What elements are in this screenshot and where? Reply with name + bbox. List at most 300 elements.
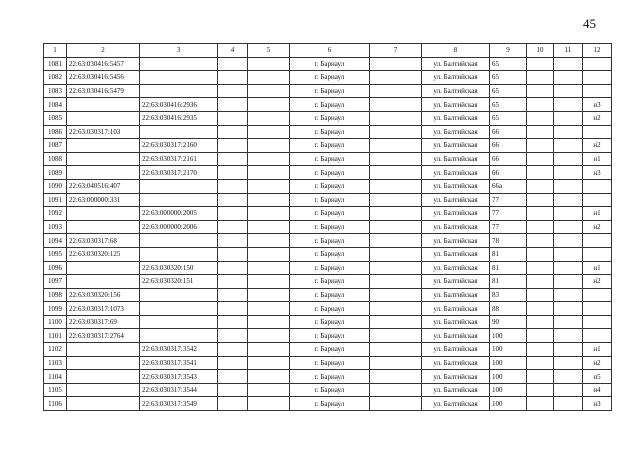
table-cell-col-9: 100	[490, 383, 527, 397]
table-cell-col-2	[67, 166, 140, 180]
table-cell-col-9: 100	[490, 343, 527, 357]
table-cell-col-6: г. Барнаул	[290, 383, 370, 397]
table-row	[44, 356, 612, 370]
table-row	[44, 207, 612, 221]
table-cell-col-5	[248, 84, 290, 98]
table-cell-col-11	[554, 247, 583, 261]
table-cell-col-9: 81	[490, 247, 527, 261]
table-cell-col-6: г. Барнаул	[290, 207, 370, 221]
table-cell-col-2: 22:63:030320:156	[67, 288, 140, 302]
table-cell-col-3: 22:63:030317:3541	[140, 356, 218, 370]
table-cell-col-10	[527, 57, 554, 71]
table-cell-col-5	[248, 261, 290, 275]
table-cell-col-7	[370, 275, 422, 289]
table-cell-col-11	[554, 383, 583, 397]
table-cell-col-7	[370, 166, 422, 180]
table-cell-col-1: 1102	[44, 343, 67, 357]
table-cell-col-10	[527, 98, 554, 112]
table-cell-col-7	[370, 356, 422, 370]
table-cell-col-4	[218, 288, 248, 302]
table-cell-col-10	[527, 139, 554, 153]
table-cell-col-3: 22:63:030317:3543	[140, 370, 218, 384]
table-cell-col-11	[554, 84, 583, 98]
table-cell-col-9: 100	[490, 397, 527, 411]
table-row	[44, 234, 612, 248]
table-cell-col-5	[248, 220, 290, 234]
table-cell-col-9: 78	[490, 234, 527, 248]
table-cell-col-9: 66	[490, 166, 527, 180]
table-cell-col-2	[67, 370, 140, 384]
table-cell-col-8: ул. Балтийская	[422, 179, 490, 193]
table-cell-col-11	[554, 71, 583, 85]
table-cell-col-4	[218, 139, 248, 153]
table-cell-col-8: ул. Балтийская	[422, 370, 490, 384]
table-cell-col-3	[140, 329, 218, 343]
column-header-11: 11	[554, 44, 583, 58]
table-cell-col-9: 65	[490, 111, 527, 125]
table-cell-col-2	[67, 152, 140, 166]
table-cell-col-4	[218, 166, 248, 180]
table-cell-col-6: г. Барнаул	[290, 84, 370, 98]
table-cell-col-2: 22:63:030317:103	[67, 125, 140, 139]
table-cell-col-4	[218, 370, 248, 384]
table-cell-col-1: 1083	[44, 84, 67, 98]
page-number: 45	[583, 16, 596, 31]
table-cell-col-5	[248, 370, 290, 384]
table-cell-col-9: 90	[490, 315, 527, 329]
table-cell-col-11	[554, 98, 583, 112]
table-row	[44, 125, 612, 139]
table-row	[44, 343, 612, 357]
table-cell-col-10	[527, 220, 554, 234]
table-cell-col-7	[370, 71, 422, 85]
table-cell-col-6: г. Барнаул	[290, 315, 370, 329]
table-cell-col-11	[554, 261, 583, 275]
table-cell-col-4	[218, 84, 248, 98]
table-cell-col-7	[370, 152, 422, 166]
table-cell-col-11	[554, 220, 583, 234]
table-cell-col-12	[583, 302, 612, 316]
table-cell-col-5	[248, 288, 290, 302]
table-cell-col-10	[527, 370, 554, 384]
table-cell-col-10	[527, 152, 554, 166]
table-cell-col-12	[583, 179, 612, 193]
table-cell-col-6: г. Барнаул	[290, 247, 370, 261]
table-cell-col-10	[527, 125, 554, 139]
table-cell-col-1: 1091	[44, 193, 67, 207]
table-cell-col-5	[248, 71, 290, 85]
table-cell-col-11	[554, 125, 583, 139]
table-cell-col-5	[248, 356, 290, 370]
table-cell-col-12	[583, 84, 612, 98]
table-cell-col-6: г. Барнаул	[290, 261, 370, 275]
table-cell-col-3	[140, 315, 218, 329]
table-cell-col-8: ул. Балтийская	[422, 139, 490, 153]
table-cell-col-12: н4	[583, 383, 612, 397]
table-cell-col-2: 22:63:030416:5457	[67, 57, 140, 71]
table-cell-col-9: 66	[490, 152, 527, 166]
table-cell-col-7	[370, 383, 422, 397]
table-row	[44, 220, 612, 234]
table-cell-col-5	[248, 166, 290, 180]
table-cell-col-8: ул. Балтийская	[422, 356, 490, 370]
table-cell-col-9: 65	[490, 57, 527, 71]
table-cell-col-6: г. Барнаул	[290, 288, 370, 302]
table-cell-col-6: г. Барнаул	[290, 356, 370, 370]
table-cell-col-7	[370, 57, 422, 71]
column-header-8: 8	[422, 44, 490, 58]
column-header-12: 12	[583, 44, 612, 58]
table-cell-col-12: н2	[583, 111, 612, 125]
table-cell-col-9: 65	[490, 98, 527, 112]
table-cell-col-11	[554, 57, 583, 71]
table-cell-col-1: 1082	[44, 71, 67, 85]
table-cell-col-1: 1084	[44, 98, 67, 112]
table-cell-col-3	[140, 234, 218, 248]
table-cell-col-5	[248, 329, 290, 343]
table-row	[44, 179, 612, 193]
table-row	[44, 247, 612, 261]
table-cell-col-11	[554, 207, 583, 221]
table-cell-col-12: н5	[583, 370, 612, 384]
table-cell-col-4	[218, 383, 248, 397]
header-row	[44, 44, 612, 58]
table-cell-col-6: г. Барнаул	[290, 302, 370, 316]
table-cell-col-12	[583, 125, 612, 139]
table-cell-col-7	[370, 370, 422, 384]
table-cell-col-2	[67, 261, 140, 275]
table-cell-col-4	[218, 179, 248, 193]
table-cell-col-7	[370, 207, 422, 221]
table-row	[44, 152, 612, 166]
table-cell-col-2: 22:63:030317:69	[67, 315, 140, 329]
table-cell-col-3	[140, 71, 218, 85]
table-cell-col-5	[248, 98, 290, 112]
table-cell-col-10	[527, 397, 554, 411]
table-cell-col-3	[140, 125, 218, 139]
table-cell-col-4	[218, 111, 248, 125]
table-cell-col-3: 22:63:030416:2935	[140, 111, 218, 125]
table-cell-col-10	[527, 71, 554, 85]
table-cell-col-2: 22:63:030320:125	[67, 247, 140, 261]
table-cell-col-6: г. Барнаул	[290, 329, 370, 343]
table-cell-col-6: г. Барнаул	[290, 234, 370, 248]
table-cell-col-5	[248, 125, 290, 139]
table-cell-col-1: 1101	[44, 329, 67, 343]
table-cell-col-2: 22:63:000000:331	[67, 193, 140, 207]
table-cell-col-11	[554, 315, 583, 329]
table-cell-col-1: 1098	[44, 288, 67, 302]
table-cell-col-5	[248, 152, 290, 166]
table-cell-col-3: 22:63:030317:3549	[140, 397, 218, 411]
table-row	[44, 98, 612, 112]
table-cell-col-4	[218, 220, 248, 234]
table-cell-col-4	[218, 302, 248, 316]
table-cell-col-10	[527, 315, 554, 329]
column-header-1: 1	[44, 44, 67, 58]
table-cell-col-8: ул. Балтийская	[422, 111, 490, 125]
table-cell-col-3	[140, 288, 218, 302]
table-cell-col-11	[554, 397, 583, 411]
table-cell-col-6: г. Барнаул	[290, 220, 370, 234]
table-cell-col-1: 1105	[44, 383, 67, 397]
table-cell-col-1: 1106	[44, 397, 67, 411]
table-cell-col-6: г. Барнаул	[290, 139, 370, 153]
table-cell-col-3	[140, 302, 218, 316]
table-cell-col-11	[554, 234, 583, 248]
table-cell-col-1: 1100	[44, 315, 67, 329]
table-row	[44, 166, 612, 180]
table-cell-col-8: ул. Балтийская	[422, 275, 490, 289]
table-cell-col-12: н1	[583, 207, 612, 221]
table-row	[44, 111, 612, 125]
table-cell-col-2: 22:63:030317:68	[67, 234, 140, 248]
table-cell-col-1: 1086	[44, 125, 67, 139]
table-cell-col-6: г. Барнаул	[290, 179, 370, 193]
table-cell-col-10	[527, 234, 554, 248]
table-cell-col-2	[67, 343, 140, 357]
table-cell-col-3	[140, 57, 218, 71]
column-header-3: 3	[140, 44, 218, 58]
table-cell-col-8: ул. Балтийская	[422, 57, 490, 71]
column-header-5: 5	[248, 44, 290, 58]
table-cell-col-4	[218, 397, 248, 411]
table-row	[44, 315, 612, 329]
table-cell-col-5	[248, 383, 290, 397]
table-cell-col-11	[554, 166, 583, 180]
table-cell-col-2	[67, 207, 140, 221]
table-cell-col-3: 22:63:030320:151	[140, 275, 218, 289]
table-cell-col-12: н2	[583, 275, 612, 289]
table-cell-col-2: 22:63:030416:5456	[67, 71, 140, 85]
table-cell-col-10	[527, 302, 554, 316]
table-cell-col-9: 66	[490, 139, 527, 153]
table-cell-col-1: 1087	[44, 139, 67, 153]
table-cell-col-9: 100	[490, 329, 527, 343]
table-cell-col-4	[218, 57, 248, 71]
table-cell-col-12	[583, 247, 612, 261]
table-cell-col-6: г. Барнаул	[290, 193, 370, 207]
table-cell-col-9: 100	[490, 356, 527, 370]
table-cell-col-12	[583, 193, 612, 207]
table-cell-col-9: 77	[490, 207, 527, 221]
table-cell-col-12: н2	[583, 139, 612, 153]
table-cell-col-5	[248, 275, 290, 289]
table-cell-col-6: г. Барнаул	[290, 370, 370, 384]
table-cell-col-4	[218, 207, 248, 221]
table-cell-col-4	[218, 356, 248, 370]
table-cell-col-8: ул. Балтийская	[422, 84, 490, 98]
table-cell-col-6: г. Барнаул	[290, 343, 370, 357]
table-cell-col-7	[370, 193, 422, 207]
table-cell-col-4	[218, 343, 248, 357]
table-cell-col-8: ул. Балтийская	[422, 193, 490, 207]
table-cell-col-8: ул. Балтийская	[422, 288, 490, 302]
table-cell-col-8: ул. Балтийская	[422, 383, 490, 397]
table-cell-col-2	[67, 275, 140, 289]
table-cell-col-2	[67, 220, 140, 234]
table-cell-col-3: 22:63:030320:150	[140, 261, 218, 275]
table-cell-col-5	[248, 397, 290, 411]
table-cell-col-2	[67, 356, 140, 370]
column-header-4: 4	[218, 44, 248, 58]
table-cell-col-10	[527, 343, 554, 357]
table-cell-col-3: 22:63:030317:2170	[140, 166, 218, 180]
column-header-2: 2	[67, 44, 140, 58]
table-cell-col-12	[583, 315, 612, 329]
column-header-7: 7	[370, 44, 422, 58]
table-cell-col-10	[527, 166, 554, 180]
table-cell-col-3	[140, 84, 218, 98]
table-cell-col-12	[583, 329, 612, 343]
table-cell-col-6: г. Барнаул	[290, 125, 370, 139]
table-cell-col-10	[527, 356, 554, 370]
table-cell-col-3	[140, 193, 218, 207]
table-cell-col-1: 1104	[44, 370, 67, 384]
table-cell-col-4	[218, 275, 248, 289]
table-cell-col-4	[218, 193, 248, 207]
table-row	[44, 193, 612, 207]
table-body	[44, 57, 612, 410]
address-registry-table	[43, 43, 612, 411]
table-row	[44, 288, 612, 302]
table-cell-col-5	[248, 193, 290, 207]
table-cell-col-10	[527, 207, 554, 221]
table-cell-col-5	[248, 57, 290, 71]
table-cell-col-1: 1092	[44, 207, 67, 221]
table-cell-col-4	[218, 234, 248, 248]
table-cell-col-9: 65	[490, 71, 527, 85]
table-cell-col-11	[554, 356, 583, 370]
table-cell-col-4	[218, 247, 248, 261]
table-cell-col-9: 81	[490, 261, 527, 275]
table-row	[44, 302, 612, 316]
table-cell-col-7	[370, 343, 422, 357]
table-cell-col-5	[248, 315, 290, 329]
table-cell-col-5	[248, 179, 290, 193]
table-cell-col-12: н2	[583, 356, 612, 370]
table-cell-col-8: ул. Балтийская	[422, 261, 490, 275]
table-row	[44, 57, 612, 71]
table-cell-col-4	[218, 125, 248, 139]
table-cell-col-7	[370, 397, 422, 411]
table-cell-col-4	[218, 329, 248, 343]
table-cell-col-10	[527, 383, 554, 397]
table-row	[44, 139, 612, 153]
table-cell-col-5	[248, 343, 290, 357]
table-cell-col-8: ул. Балтийская	[422, 220, 490, 234]
table-cell-col-2: 22:63:040516:407	[67, 179, 140, 193]
table-cell-col-2: 22:63:030416:5479	[67, 84, 140, 98]
table-cell-col-2: 22:63:030317:2764	[67, 329, 140, 343]
table-cell-col-10	[527, 288, 554, 302]
table-cell-col-6: г. Барнаул	[290, 397, 370, 411]
table-cell-col-3	[140, 247, 218, 261]
table-cell-col-2	[67, 139, 140, 153]
table-cell-col-7	[370, 125, 422, 139]
table-cell-col-1: 1099	[44, 302, 67, 316]
table-cell-col-8: ул. Балтийская	[422, 125, 490, 139]
table-row	[44, 383, 612, 397]
table-cell-col-3: 22:63:030317:3542	[140, 343, 218, 357]
table-cell-col-7	[370, 84, 422, 98]
column-header-9: 9	[490, 44, 527, 58]
table-cell-col-3: 22:63:030416:2936	[140, 98, 218, 112]
table-cell-col-8: ул. Балтийская	[422, 98, 490, 112]
table-cell-col-7	[370, 247, 422, 261]
table-cell-col-1: 1094	[44, 234, 67, 248]
table-cell-col-10	[527, 84, 554, 98]
table-cell-col-10	[527, 111, 554, 125]
table-row	[44, 329, 612, 343]
table-cell-col-1: 1096	[44, 261, 67, 275]
table-cell-col-5	[248, 234, 290, 248]
table-cell-col-6: г. Барнаул	[290, 275, 370, 289]
table-cell-col-1: 1095	[44, 247, 67, 261]
table-cell-col-4	[218, 261, 248, 275]
table-cell-col-1: 1090	[44, 179, 67, 193]
table-cell-col-4	[218, 71, 248, 85]
table-cell-col-7	[370, 261, 422, 275]
table-cell-col-8: ул. Балтийская	[422, 302, 490, 316]
table-cell-col-2	[67, 98, 140, 112]
table-cell-col-7	[370, 179, 422, 193]
table-cell-col-1: 1081	[44, 57, 67, 71]
table-cell-col-10	[527, 329, 554, 343]
table-row	[44, 261, 612, 275]
table-cell-col-12: н1	[583, 261, 612, 275]
column-header-6: 6	[290, 44, 370, 58]
table-cell-col-10	[527, 261, 554, 275]
table-cell-col-5	[248, 207, 290, 221]
table-cell-col-9: 77	[490, 193, 527, 207]
table-cell-col-7	[370, 302, 422, 316]
table-cell-col-11	[554, 329, 583, 343]
table-row	[44, 84, 612, 98]
table-cell-col-9: 66	[490, 125, 527, 139]
table-row	[44, 397, 612, 411]
table-cell-col-8: ул. Балтийская	[422, 207, 490, 221]
table-cell-col-11	[554, 343, 583, 357]
table-cell-col-2: 22:63:030317:1073	[67, 302, 140, 316]
table-cell-col-7	[370, 329, 422, 343]
table-cell-col-12	[583, 234, 612, 248]
table-cell-col-1: 1089	[44, 166, 67, 180]
table-cell-col-8: ул. Балтийская	[422, 166, 490, 180]
table-cell-col-12: н2	[583, 220, 612, 234]
table-cell-col-8: ул. Балтийская	[422, 397, 490, 411]
table-cell-col-3: 22:63:000000:2005	[140, 207, 218, 221]
table-cell-col-12	[583, 288, 612, 302]
table-cell-col-1: 1103	[44, 356, 67, 370]
table-cell-col-5	[248, 302, 290, 316]
table-row	[44, 71, 612, 85]
table-cell-col-8: ул. Балтийская	[422, 315, 490, 329]
table-cell-col-6: г. Барнаул	[290, 111, 370, 125]
table-cell-col-1: 1085	[44, 111, 67, 125]
table-cell-col-8: ул. Балтийская	[422, 247, 490, 261]
table-cell-col-12: н3	[583, 397, 612, 411]
table-cell-col-12: н3	[583, 98, 612, 112]
table-cell-col-8: ул. Балтийская	[422, 152, 490, 166]
table-cell-col-8: ул. Балтийская	[422, 343, 490, 357]
table-cell-col-8: ул. Балтийская	[422, 234, 490, 248]
table-cell-col-12: н1	[583, 152, 612, 166]
table-cell-col-6: г. Барнаул	[290, 152, 370, 166]
table-cell-col-6: г. Барнаул	[290, 57, 370, 71]
table-cell-col-9: 77	[490, 220, 527, 234]
table-cell-col-10	[527, 247, 554, 261]
